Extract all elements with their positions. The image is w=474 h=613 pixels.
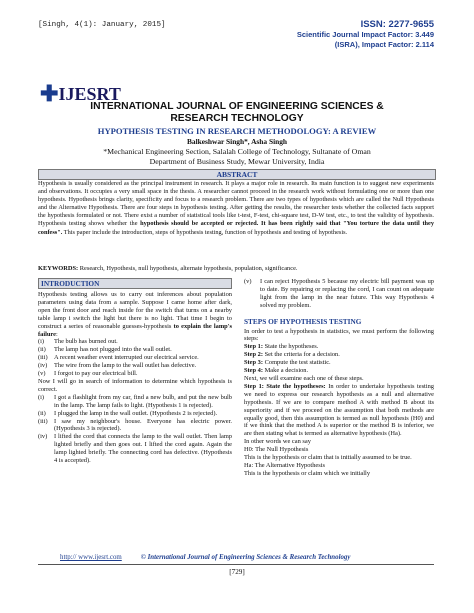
steps-intro: In order to test a hypothesis in statistics, we must perform the following steps: (244, 327, 434, 343)
list-item: (ii) I plugged the lamp in the wall outlet. (Hypothesis 2 is rejected). (38, 409, 218, 417)
paragraph: In other words we can say (244, 438, 311, 446)
steps-heading: STEPS OF HYPOTHESIS TESTING (244, 316, 362, 326)
abstract-body (38, 180, 434, 237)
affiliation-line: Department of Business Study, Mewar University, India (149, 156, 325, 166)
impact-factor: Scientific Journal Impact Factor: 3.449 (296, 30, 434, 39)
step-item: Step 3: Compute the test statistic. (244, 359, 331, 367)
hypothesis-list (38, 338, 232, 378)
list-item: (ii) The lamp has not plugged into the wall outlet. (38, 346, 172, 354)
copyright: © International Journal of Engineering Sciences & Research Technology (140, 554, 351, 561)
list-item: (iii) A recent weather event interrupted our electrical service. (38, 354, 199, 362)
abstract-text-end: This paper include the introduction, steps of hypothesis testing, function of hypothesis and testing of hypothesis. (63, 228, 348, 236)
keywords-label: KEYWORDS: (38, 265, 79, 272)
right-column (244, 278, 434, 478)
list-item: (iii) I saw my neighbour's house. Everyone has electric power. (Hypothesis 3 is rejected). (38, 417, 232, 433)
paragraph: This is the hypothesis or claim which we initially (244, 469, 371, 477)
steps-next: Next, we will examine each one of these steps. (244, 374, 364, 382)
journal-metadata (297, 19, 434, 50)
abstract-heading: ABSTRACT (216, 170, 258, 179)
citation: [Singh, 4(1): January, 2015] (38, 21, 166, 29)
abstract-heading-bar (38, 169, 436, 180)
authors: Balkeshwar Singh*, Asha Singh (186, 137, 288, 146)
step1-paragraph: Step 1: State the hypotheses: In order to undertake hypothesis testing we need to express our research hypothesis as a null and alternative hypothesis. If we are to compare method A with method B about its superiority and if we proceed on the assumption that both methods are equally good, then this assumption is termed as null hypothesis (H0) and if we think that the method A is superior or the method B is inferior, we are then stating what is termed as alternative hypothesis (Ha). (244, 382, 434, 438)
plus-icon: ✚ (40, 81, 59, 106)
logo-text: IJESRT (58, 84, 121, 104)
intro-paragraph: Hypothesis testing allows us to carry out inferences about population parameters using data from a sample. Suppose I came home after dark, open the front door and reach inside for the switch that turns on a nearby table lamp i switch the light but there is no light. That time I begin to construct a series of reasonable guesses-hypothesis to explain the lamp's failure: (38, 291, 232, 338)
steps-list (244, 343, 434, 375)
journal-url-link[interactable]: http:// www.ijesrt.com (60, 554, 122, 561)
list-item: (i) I got a flashlight from my car, find a new bulb, and put the new bulb in the lamp. The lamp fails to light. (Hypothesis 1 is rejected). (38, 393, 232, 409)
abstract-quote: hypothesis should be accepted or rejected. It has been rightly said that "You torture the data until they confess". (38, 220, 434, 236)
affiliation (50, 147, 424, 166)
step-item: Step 4: Make a decision. (244, 367, 309, 375)
affiliation-line: *Mechanical Engineering Section, Salalah College of Technology, Sultanate of Oman (103, 147, 371, 156)
test-list (38, 394, 232, 465)
issn: ISSN: 2277-9655 (360, 19, 434, 30)
paragraph: This is the hypothesis or claim that is initially assumed to be true. (244, 454, 412, 462)
keywords-text: Research, Hypothesis, null hypothesis, alternate hypothesis, population, significance. (79, 265, 298, 272)
keywords (38, 265, 434, 272)
footer-divider (38, 564, 434, 565)
intro-bold-text: to explain the lamp's failure (38, 322, 232, 338)
introduction-heading: INTRODUCTION (38, 278, 232, 289)
list-item: (iv) The wire from the lamp to the wall outlet has defective. (38, 362, 197, 370)
step-item: Step 2: Set the criteria for a decision. (244, 351, 340, 359)
abstract-text: Hypothesis is usually considered as the principal instrument in research. It plays a major role in research. Its main function is to suggest new experiments and observations. It occupies a very small space in the thesis. A researcher cannot proceed in the research work without formulating one or more than one hypothesis. Hypothesis brings clarity, specificity and focus to a research problem. There are two types of hypothesis which are called the Null Hypothesis and the Alternative Hypothesis. There are four steps in hypothesis testing. After getting the results, the researcher tests whether the collected facts support the hypothesis formulated or not. There exist a number of statistical tools like t-test, F-test, chi-square test, D-W test, etc., to test the validity of hypothesis. Hypothesis testing shows whether the (38, 180, 434, 228)
paper-title: HYPOTHESIS TESTING IN RESEARCH METHODOLOGY: A REVIEW (97, 126, 377, 136)
journal-title: INTERNATIONAL JOURNAL OF ENGINEERING SCIENCES & RESEARCH TECHNOLOGY (90, 101, 384, 124)
isra-impact-factor: (ISRA), Impact Factor: 2.114 (334, 40, 434, 49)
list-item: (v) I forgot to pay our electrical bill. (38, 370, 138, 378)
paragraph: Ha: The Alternative Hypothesis (244, 461, 325, 469)
page-number: [729] (229, 568, 245, 576)
list-item: (i) The bulb has burned out. (38, 338, 118, 346)
step-item: Step 1: State the hypotheses. (244, 343, 319, 351)
intro-paragraph-2: Now I will go in search of information to determine which hypothesis is correct. (38, 377, 232, 393)
list-item: (iv) I lifted the cord that connects the lamp to the wall outlet. Then lamp lighted briefly and then goes out. I lifted the cord again. Again the lamp lighted briefly. The connecting cord has defective. (Hypothesis 4 is accepted). (38, 433, 232, 465)
footer (60, 554, 420, 561)
left-column (38, 278, 232, 465)
paragraph: H0: The Null Hypothesis (244, 446, 309, 454)
list-item: (v) I can reject Hypothesis 5 because my electric bill payment was up to date. By repairing or replacing the cord, I can count on adequate light from the lamp in the near future. This way Hypothesis 4 solved my problem. (244, 278, 434, 309)
